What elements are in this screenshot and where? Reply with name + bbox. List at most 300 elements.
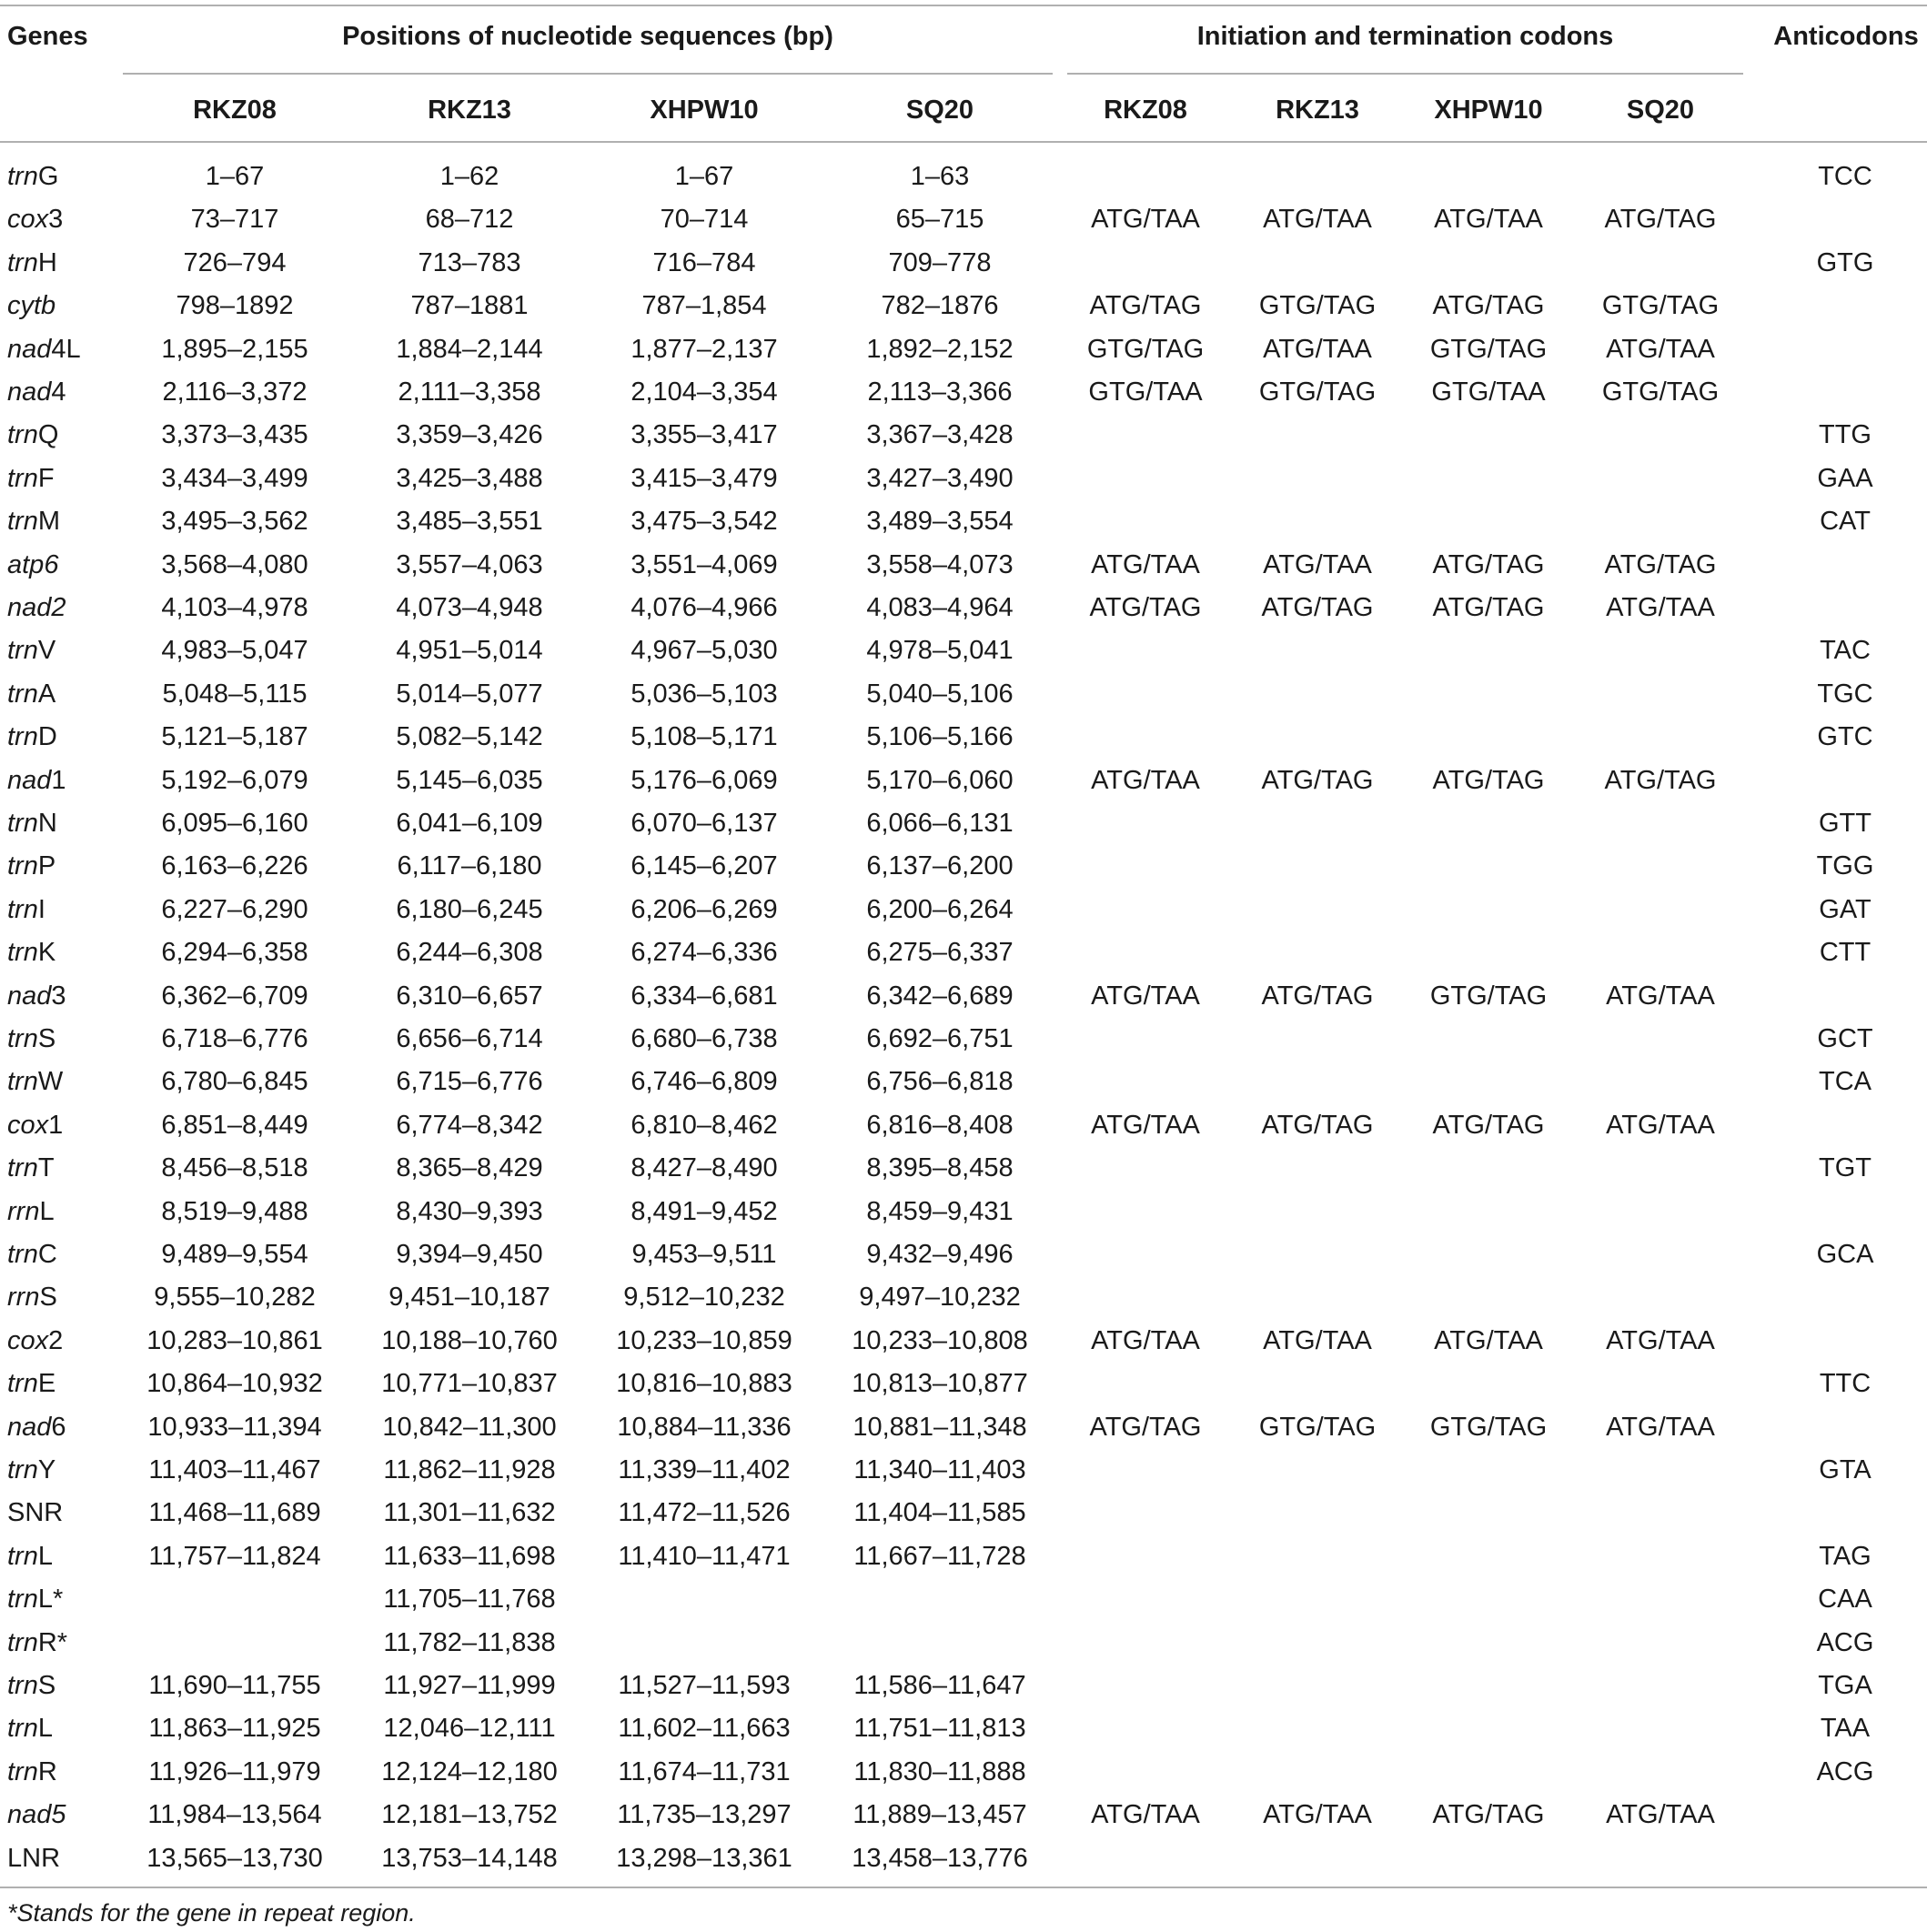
- gene-name-italic: trn: [7, 1455, 38, 1484]
- gene-name-italic: trn: [7, 722, 38, 751]
- position-cell: 787–1,854: [641, 291, 767, 320]
- gene-name: [7, 894, 45, 925]
- gene-name: [7, 850, 55, 881]
- position-cell: 10,864–10,932: [146, 1369, 323, 1398]
- gene-name: [7, 721, 57, 752]
- position-cell: 4,076–4,966: [631, 593, 778, 622]
- gene-name: [7, 506, 60, 537]
- gene-name-italic: cytb: [7, 291, 56, 320]
- gene-name-italic: trn: [7, 1671, 38, 1700]
- gene-name-suffix: S: [37, 1024, 56, 1053]
- gene-name: [7, 419, 58, 450]
- position-cell: 10,842–11,300: [382, 1413, 557, 1442]
- position-cell: 11,404–11,585: [853, 1498, 1026, 1527]
- position-cell: 10,771–10,837: [381, 1369, 558, 1398]
- position-cell: 6,117–6,180: [397, 851, 542, 880]
- gene-name-suffix: N: [37, 809, 57, 838]
- codon-cell: ATG/TAA: [1434, 1326, 1543, 1355]
- position-cell: 11,984–13,564: [147, 1800, 322, 1829]
- position-cell: 8,459–9,431: [866, 1197, 1014, 1226]
- position-cell: 3,355–3,417: [631, 420, 778, 449]
- position-cell: 3,425–3,488: [396, 464, 543, 493]
- position-cell: 3,359–3,426: [396, 420, 543, 449]
- position-cell: 9,497–10,232: [859, 1283, 1021, 1312]
- gene-name: [7, 808, 57, 839]
- anticodon-cell: TTC: [1819, 1369, 1872, 1398]
- anticodon-cell: TGT: [1819, 1153, 1872, 1182]
- gene-name-suffix: 3: [51, 981, 66, 1011]
- position-cell: 6,816–8,408: [866, 1111, 1014, 1140]
- gene-name-suffix: L*: [37, 1585, 64, 1614]
- anticodon-cell: ACG: [1816, 1628, 1874, 1657]
- gene-name: [7, 1239, 57, 1270]
- gene-name-italic: trn: [7, 1369, 38, 1398]
- subheader-positions-xhpw10: XHPW10: [650, 96, 759, 125]
- position-cell: 11,468–11,689: [148, 1498, 321, 1527]
- gene-name-suffix: R*: [37, 1628, 68, 1657]
- position-cell: 11,674–11,731: [618, 1757, 791, 1786]
- gene-name: [7, 549, 58, 580]
- gene-name: [7, 679, 55, 709]
- gene-name-suffix: M: [37, 507, 61, 536]
- position-cell: 11,340–11,403: [853, 1455, 1026, 1484]
- gene-name-italic: trn: [7, 809, 38, 838]
- position-cell: 6,680–6,738: [631, 1024, 778, 1053]
- codon-cell: GTG/TAG: [1601, 291, 1720, 320]
- anticodon-cell: GTA: [1819, 1455, 1872, 1484]
- position-cell: 11,403–11,467: [148, 1455, 321, 1484]
- gene-name-italic: trn: [7, 1240, 38, 1269]
- position-cell: 10,233–10,808: [852, 1326, 1028, 1355]
- position-cell: 68–712: [425, 205, 514, 234]
- position-cell: 9,489–9,554: [161, 1240, 308, 1269]
- position-cell: 3,495–3,562: [161, 507, 308, 536]
- anticodon-cell: CTT: [1819, 938, 1872, 967]
- codon-cell: GTG/TAG: [1429, 981, 1548, 1011]
- position-cell: 787–1881: [410, 291, 529, 320]
- gene-name: [7, 161, 58, 192]
- position-cell: 3,557–4,063: [396, 550, 543, 579]
- gene-name-suffix: H: [37, 248, 57, 277]
- codon-cell: ATG/TAA: [1606, 1413, 1715, 1442]
- gene-name: [7, 765, 66, 796]
- gene-name-italic: trn: [7, 507, 38, 536]
- position-cell: 716–784: [652, 248, 756, 277]
- gene-name-suffix: T: [37, 1153, 55, 1182]
- position-cell: 6,362–6,709: [161, 981, 308, 1011]
- anticodon-cell: TGA: [1818, 1671, 1872, 1700]
- position-cell: 6,163–6,226: [161, 851, 308, 880]
- codon-cell: ATG/TAA: [1091, 1800, 1200, 1829]
- gene-name: [7, 1670, 55, 1701]
- gene-name-italic: trn: [7, 1542, 38, 1571]
- codon-cell: GTG/TAA: [1088, 377, 1203, 407]
- gene-name-italic: nad: [7, 981, 52, 1011]
- position-cell: 1–67: [205, 162, 265, 191]
- gene-name-suffix: Y: [37, 1455, 56, 1484]
- position-cell: 3,558–4,073: [866, 550, 1014, 579]
- codon-cell: GTG/TAG: [1258, 377, 1377, 407]
- position-cell: 713–783: [418, 248, 521, 277]
- gene-name: [7, 1412, 66, 1443]
- gene-name: [7, 981, 66, 1011]
- gene-name: [7, 1584, 63, 1615]
- gene-name-suffix: SNR: [7, 1498, 64, 1527]
- position-cell: 4,951–5,014: [396, 636, 543, 665]
- anticodon-cell: GCT: [1817, 1024, 1873, 1053]
- position-cell: 6,715–6,776: [396, 1067, 543, 1096]
- position-cell: 1,892–2,152: [866, 335, 1014, 364]
- gene-name-suffix: K: [37, 938, 56, 967]
- position-cell: 4,967–5,030: [631, 636, 778, 665]
- position-cell: 13,298–13,361: [616, 1844, 792, 1873]
- gene-name-suffix: R: [37, 1757, 57, 1786]
- gene-name-suffix: D: [37, 722, 57, 751]
- gene-name-italic: rrn: [7, 1197, 40, 1226]
- position-cell: 1–62: [439, 162, 499, 191]
- position-cell: 70–714: [660, 205, 749, 234]
- position-cell: 8,427–8,490: [631, 1153, 778, 1182]
- anticodon-cell: TCA: [1819, 1067, 1872, 1096]
- position-cell: 6,692–6,751: [866, 1024, 1014, 1053]
- anticodon-cell: TCC: [1818, 162, 1872, 191]
- subheader-codons-rkz08: RKZ08: [1104, 96, 1187, 125]
- gene-name-italic: trn: [7, 1628, 38, 1657]
- position-cell: 13,565–13,730: [146, 1844, 323, 1873]
- gene-name-suffix: 1: [48, 1111, 64, 1140]
- gene-name-italic: cox: [7, 205, 49, 234]
- codon-cell: ATG/TAG: [1432, 1111, 1545, 1140]
- position-cell: 11,863–11,925: [148, 1714, 321, 1743]
- gene-name: [7, 290, 55, 321]
- position-cell: 782–1876: [881, 291, 999, 320]
- gene-name: [7, 1627, 67, 1658]
- codon-cell: ATG/TAA: [1091, 205, 1200, 234]
- position-cell: 11,927–11,999: [383, 1671, 556, 1700]
- position-cell: 2,113–3,366: [867, 377, 1013, 407]
- position-cell: 6,275–6,337: [866, 938, 1014, 967]
- position-cell: 6,274–6,336: [631, 938, 778, 967]
- position-cell: 13,753–14,148: [381, 1844, 558, 1873]
- gene-name: [7, 937, 55, 968]
- gene-name-italic: nad5: [7, 1800, 66, 1829]
- codon-cell: ATG/TAG: [1432, 593, 1545, 622]
- gene-name: [7, 1023, 55, 1054]
- position-cell: 5,082–5,142: [396, 722, 543, 751]
- gene-name-italic: trn: [7, 1757, 38, 1786]
- position-cell: 11,667–11,728: [853, 1542, 1026, 1571]
- anticodon-cell: GTG: [1816, 248, 1874, 277]
- position-cell: 4,978–5,041: [866, 636, 1014, 665]
- codon-cell: ATG/TAG: [1089, 593, 1202, 622]
- position-cell: 6,200–6,264: [866, 895, 1014, 924]
- gene-name-suffix: 6: [51, 1413, 66, 1442]
- position-cell: 6,310–6,657: [396, 981, 543, 1011]
- position-cell: 8,430–9,393: [396, 1197, 543, 1226]
- codon-cell: ATG/TAA: [1606, 335, 1715, 364]
- position-cell: 6,066–6,131: [866, 809, 1014, 838]
- position-cell: 3,489–3,554: [866, 507, 1014, 536]
- position-cell: 3,551–4,069: [631, 550, 778, 579]
- position-cell: 11,889–13,457: [853, 1800, 1027, 1829]
- subheader-codons-xhpw10: XHPW10: [1434, 96, 1543, 125]
- position-cell: 726–794: [183, 248, 287, 277]
- position-cell: 6,095–6,160: [161, 809, 308, 838]
- position-cell: 8,395–8,458: [866, 1153, 1014, 1182]
- gene-name: [7, 377, 66, 408]
- position-cell: 6,851–8,449: [161, 1111, 308, 1140]
- gene-name-suffix: P: [37, 851, 56, 880]
- codon-cell: ATG/TAG: [1432, 550, 1545, 579]
- position-cell: 3,434–3,499: [161, 464, 308, 493]
- subheader-codons-rkz13: RKZ13: [1276, 96, 1359, 125]
- position-cell: 9,394–9,450: [396, 1240, 543, 1269]
- gene-name: [7, 204, 63, 235]
- codon-cell: ATG/TAA: [1434, 205, 1543, 234]
- codon-cell: ATG/TAA: [1091, 981, 1200, 1011]
- position-cell: 10,188–10,760: [381, 1326, 558, 1355]
- codon-cell: ATG/TAA: [1606, 1326, 1715, 1355]
- codon-cell: ATG/TAG: [1432, 766, 1545, 795]
- position-cell: 2,116–3,372: [162, 377, 308, 407]
- codon-cell: ATG/TAG: [1089, 291, 1202, 320]
- position-cell: 1,877–2,137: [631, 335, 778, 364]
- codon-cell: ATG/TAG: [1604, 205, 1717, 234]
- position-cell: 8,365–8,429: [396, 1153, 543, 1182]
- gene-name-italic: trn: [7, 1067, 38, 1096]
- gene-name: [7, 1196, 55, 1227]
- gene-name-italic: atp6: [7, 550, 59, 579]
- position-cell: 9,453–9,511: [631, 1240, 777, 1269]
- position-cell: 11,633–11,698: [383, 1542, 556, 1571]
- gene-name-italic: trn: [7, 938, 38, 967]
- gene-name: [7, 1843, 60, 1874]
- position-cell: 6,041–6,109: [396, 809, 543, 838]
- position-cell: 11,602–11,663: [618, 1714, 791, 1743]
- position-cell: 11,472–11,526: [618, 1498, 791, 1527]
- gene-name-italic: trn: [7, 1153, 38, 1182]
- codon-cell: GTG/TAG: [1429, 1413, 1548, 1442]
- codon-cell: ATG/TAG: [1261, 1111, 1374, 1140]
- position-cell: 6,756–6,818: [866, 1067, 1014, 1096]
- gene-name-suffix: I: [37, 895, 45, 924]
- header-anticodons: Anticodons: [1773, 22, 1919, 51]
- position-cell: 4,103–4,978: [161, 593, 308, 622]
- position-cell: 11,757–11,824: [148, 1542, 321, 1571]
- gene-name-italic: cox: [7, 1326, 49, 1355]
- codon-cell: ATG/TAA: [1606, 981, 1715, 1011]
- codon-cell: ATG/TAA: [1606, 1800, 1715, 1829]
- position-cell: 6,656–6,714: [396, 1024, 543, 1053]
- codon-cell: ATG/TAG: [1432, 291, 1545, 320]
- position-cell: 6,137–6,200: [866, 851, 1014, 880]
- gene-name: [7, 1066, 63, 1097]
- gene-name-italic: trn: [7, 248, 38, 277]
- position-cell: 4,073–4,948: [396, 593, 543, 622]
- position-cell: 5,048–5,115: [162, 679, 308, 709]
- codon-cell: ATG/TAA: [1091, 550, 1200, 579]
- position-cell: 13,458–13,776: [852, 1844, 1028, 1873]
- position-cell: 6,244–6,308: [396, 938, 543, 967]
- position-cell: 3,568–4,080: [161, 550, 308, 579]
- codon-cell: ATG/TAA: [1263, 335, 1372, 364]
- subheader-positions-rkz08: RKZ08: [193, 96, 277, 125]
- gene-name-italic: trn: [7, 420, 38, 449]
- position-cell: 5,192–6,079: [161, 766, 308, 795]
- gene-name: [7, 1497, 63, 1528]
- gene-name-suffix: C: [37, 1240, 57, 1269]
- header-bottom-rule: [0, 141, 1927, 143]
- position-cell: 5,014–5,077: [396, 679, 543, 709]
- gene-name-italic: cox: [7, 1111, 49, 1140]
- gene-name: [7, 1756, 57, 1787]
- codon-cell: ATG/TAA: [1091, 1326, 1200, 1355]
- gene-name-suffix: V: [37, 636, 56, 665]
- anticodon-cell: CAA: [1818, 1585, 1872, 1614]
- position-cell: 4,083–4,964: [866, 593, 1014, 622]
- footnote: *Stands for the gene in repeat region.: [7, 1899, 416, 1927]
- gene-name-italic: trn: [7, 851, 38, 880]
- position-cell: 2,104–3,354: [631, 377, 778, 407]
- anticodon-cell: GTC: [1817, 722, 1873, 751]
- subheader-positions-rkz13: RKZ13: [428, 96, 511, 125]
- gene-name: [7, 1541, 53, 1572]
- position-cell: 65–715: [895, 205, 984, 234]
- position-cell: 11,705–11,768: [383, 1585, 556, 1614]
- position-cell: 12,046–12,111: [383, 1714, 556, 1743]
- position-cell: 5,040–5,106: [866, 679, 1014, 709]
- gene-name: [7, 1799, 66, 1830]
- gene-name-italic: trn: [7, 1714, 38, 1743]
- gene-name-italic: trn: [7, 162, 38, 191]
- gene-name-suffix: W: [37, 1067, 64, 1096]
- position-cell: 798–1892: [176, 291, 294, 320]
- gene-name: [7, 1325, 63, 1356]
- gene-name-suffix: F: [37, 464, 55, 493]
- codon-cell: ATG/TAA: [1606, 1111, 1715, 1140]
- codon-cell: ATG/TAG: [1604, 550, 1717, 579]
- gene-name: [7, 1454, 55, 1485]
- gene-name-italic: nad: [7, 766, 52, 795]
- subheader-codons-sq20: SQ20: [1626, 96, 1695, 125]
- position-cell: 11,782–11,838: [383, 1628, 556, 1657]
- gene-name-suffix: LNR: [7, 1844, 61, 1873]
- position-cell: 11,527–11,593: [618, 1671, 791, 1700]
- gene-name: [7, 592, 66, 623]
- anticodon-cell: TAA: [1820, 1714, 1871, 1743]
- position-cell: 5,170–6,060: [866, 766, 1014, 795]
- position-cell: 3,485–3,551: [396, 507, 543, 536]
- position-cell: 6,718–6,776: [161, 1024, 308, 1053]
- position-cell: 5,176–6,069: [631, 766, 778, 795]
- position-cell: 1,884–2,144: [396, 335, 543, 364]
- codon-cell: GTG/TAG: [1086, 335, 1205, 364]
- anticodon-cell: ACG: [1816, 1757, 1874, 1786]
- codon-cell: ATG/TAA: [1263, 550, 1372, 579]
- position-cell: 5,106–5,166: [866, 722, 1014, 751]
- header-genes: Genes: [7, 22, 88, 51]
- position-cell: 10,881–11,348: [853, 1413, 1027, 1442]
- position-cell: 6,180–6,245: [396, 895, 543, 924]
- codon-cell: ATG/TAG: [1432, 1800, 1545, 1829]
- gene-name-italic: nad: [7, 377, 52, 407]
- gene-name: [7, 247, 57, 278]
- gene-name-suffix: L: [37, 1714, 53, 1743]
- gene-name: [7, 1110, 63, 1141]
- position-cell: 1–67: [674, 162, 734, 191]
- position-cell: 73–717: [190, 205, 279, 234]
- gene-name: [7, 463, 55, 494]
- gene-name-suffix: G: [37, 162, 59, 191]
- position-cell: 6,334–6,681: [631, 981, 778, 1011]
- position-cell: 11,301–11,632: [383, 1498, 556, 1527]
- position-cell: 5,121–5,187: [161, 722, 308, 751]
- codon-cell: ATG/TAG: [1261, 981, 1374, 1011]
- codon-cell: GTG/TAG: [1258, 291, 1377, 320]
- position-cell: 6,070–6,137: [631, 809, 778, 838]
- position-cell: 6,774–8,342: [396, 1111, 543, 1140]
- position-cell: 11,926–11,979: [148, 1757, 321, 1786]
- position-cell: 6,810–8,462: [631, 1111, 778, 1140]
- position-cell: 8,519–9,488: [161, 1197, 308, 1226]
- top-rule: [0, 5, 1927, 6]
- gene-name-italic: nad: [7, 335, 52, 364]
- gene-name: [7, 334, 81, 365]
- codon-cell: ATG/TAG: [1261, 593, 1374, 622]
- position-cell: 8,456–8,518: [161, 1153, 308, 1182]
- position-cell: 5,108–5,171: [631, 722, 778, 751]
- gene-name-italic: trn: [7, 464, 38, 493]
- position-cell: 3,415–3,479: [631, 464, 778, 493]
- anticodon-cell: GCA: [1816, 1240, 1874, 1269]
- position-cell: 11,339–11,402: [618, 1455, 791, 1484]
- position-cell: 9,432–9,496: [866, 1240, 1014, 1269]
- position-cell: 6,780–6,845: [161, 1067, 308, 1096]
- position-cell: 11,830–11,888: [853, 1757, 1026, 1786]
- gene-name-italic: rrn: [7, 1283, 40, 1312]
- codon-cell: ATG/TAA: [1091, 1111, 1200, 1140]
- codon-cell: ATG/TAG: [1604, 766, 1717, 795]
- gene-name-suffix: 4L: [51, 335, 81, 364]
- position-cell: 1–63: [910, 162, 970, 191]
- anticodon-cell: TGG: [1816, 851, 1874, 880]
- gene-name-suffix: 1: [51, 766, 66, 795]
- gene-name-suffix: S: [37, 1671, 56, 1700]
- position-cell: 3,367–3,428: [866, 420, 1014, 449]
- gene-name: [7, 1368, 55, 1399]
- position-cell: 11,410–11,471: [618, 1542, 791, 1571]
- position-cell: 11,735–13,297: [617, 1800, 792, 1829]
- anticodon-cell: GTT: [1819, 809, 1872, 838]
- position-cell: 9,451–10,187: [388, 1283, 550, 1312]
- gene-name: [7, 1152, 55, 1183]
- codon-cell: ATG/TAA: [1263, 1800, 1372, 1829]
- gene-name: [7, 1282, 57, 1313]
- anticodon-cell: TTG: [1819, 420, 1872, 449]
- position-cell: 1,895–2,155: [161, 335, 308, 364]
- gene-name-suffix: L: [37, 1542, 53, 1571]
- gene-name-italic: trn: [7, 679, 38, 709]
- gene-name-italic: nad: [7, 1413, 52, 1442]
- gene-name-italic: trn: [7, 636, 38, 665]
- position-cell: 10,233–10,859: [616, 1326, 792, 1355]
- codon-cell: ATG/TAA: [1263, 1326, 1372, 1355]
- gene-name-suffix: 2: [48, 1326, 64, 1355]
- position-cell: 8,491–9,452: [631, 1197, 778, 1226]
- gene-name-suffix: A: [37, 679, 56, 709]
- position-cell: 11,751–11,813: [853, 1714, 1026, 1743]
- position-cell: 2,111–3,358: [398, 377, 541, 407]
